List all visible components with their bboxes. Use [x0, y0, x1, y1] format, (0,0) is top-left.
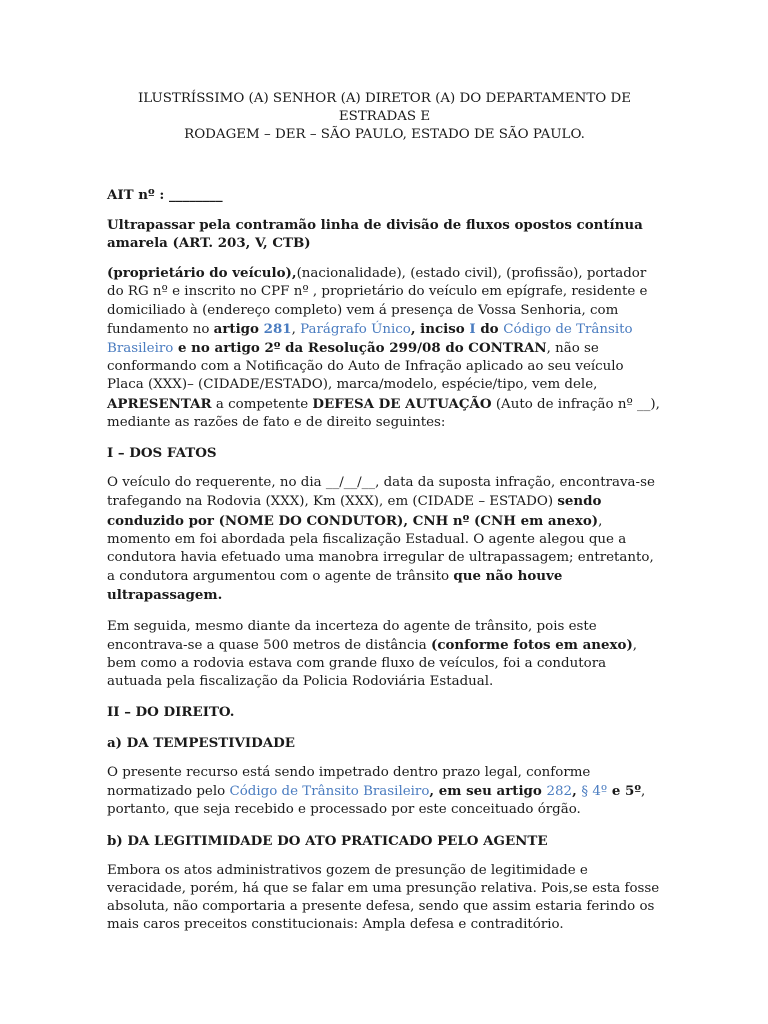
- document-title: [107, 90, 662, 145]
- fatos-paragraph-2: Em seguida, mesmo diante da incerteza do agente de trânsito, pois este encontrava-se a quase 500 metros de distância (conforme fotos em anexo), bem como a rodovia estava com grande fluxo de veículos, foi a condutora autuada pela fiscalização da Policia Rodoviária Estadual.: [107, 618, 638, 690]
- owner-placeholder: (proprietário do veículo),: [107, 265, 297, 282]
- intro-paragraph: (proprietário do veículo),(nacionalidade), (estado civil), (profissão), portador do RG nº e inscrito no CPF nº , proprietário do veículo em epígrafe, residente e domiciliado à (endereço completo) vem á presença de Vossa Senhoria, com fundamento no artigo 281, Parágrafo Único, inciso I do Código de Trânsito Brasileiro e no artigo 2º da Resolução 299/08 do CONTRAN, não se conformando com a Notificação do Auto de Infração aplicado ao seu veículo Placa (XXX)– (CIDADE/ESTADO), marca/modelo, espécie/tipo, vem dele, APRESENTAR a competente DEFESA DE AUTUAÇÃO (Auto de infração nº __), mediante as razões de fato e de direito seguintes:: [107, 265, 660, 430]
- fatos-paragraph-1: O veículo do requerente, no dia __/__/__, data da suposta infração, encontrava-se trafegando na Rodovia (XXX), Km (XXX), em (CIDADE – ESTADO) sendo conduzido por (NOME DO CONDUTOR), CNH nº (CNH em anexo), momento em foi abordada pela fiscalização Estadual. O agente alegou que a condutora havia efetuado uma manobra irregular de ultrapassagem; entretanto, a condutora argumentou com o agente de trânsito que não houve ultrapassagem.: [107, 475, 655, 604]
- artigo-282-link[interactable]: 282: [546, 784, 573, 800]
- title-line-2: RODAGEM – DER – SÃO PAULO, ESTADO DE SÃO PAULO.: [184, 127, 585, 143]
- ctb-link-2[interactable]: Código de Trânsito Brasileiro: [229, 784, 430, 800]
- infraction-description: Ultrapassar pela contramão linha de divisão de fluxos opostos contínua amarela (ART. 203, V, CTB): [107, 216, 643, 252]
- legitimidade-heading: b) DA LEGITIMIDADE DO ATO PRATICADO PELO AGENTE: [107, 832, 548, 849]
- ait-number: AIT nº : ________: [107, 186, 223, 203]
- legitimidade-paragraph: Embora os atos administrativos gozem de presunção de legitimidade e veracidade, porém, há que se falar em uma presunção relativa. Pois,se esta fosse absoluta, não comportaria a presente defesa, sendo que assim estaria ferindo os mais caros preceitos constitucionais: Ampla defesa e contraditório.: [107, 862, 660, 933]
- paragrafo-unico-link[interactable]: Parágrafo Único: [300, 321, 411, 337]
- inciso-i-link[interactable]: I: [469, 320, 476, 337]
- section-direito-heading: II – DO DIREITO.: [107, 704, 235, 721]
- paragrafo-4-link[interactable]: § 4º: [581, 784, 608, 800]
- section-fatos-heading: I – DOS FATOS: [107, 445, 217, 462]
- ctb-link[interactable]: Código de Trânsito Brasileiro: [107, 321, 633, 357]
- tempestividade-heading: a) DA TEMPESTIVIDADE: [107, 734, 295, 751]
- artigo-281-link[interactable]: 281: [263, 320, 292, 337]
- tempestividade-paragraph: O presente recurso está sendo impetrado dentro prazo legal, conforme normatizado pelo Código de Trânsito Brasileiro, em seu artigo 282, § 4º e 5º, portanto, que seja recebido e processado por este conceituado órgão.: [107, 764, 646, 818]
- title-line-1: ILUSTRÍSSIMO (A) SENHOR (A) DIRETOR (A) DO DEPARTAMENTO DE ESTRADAS E: [138, 91, 631, 125]
